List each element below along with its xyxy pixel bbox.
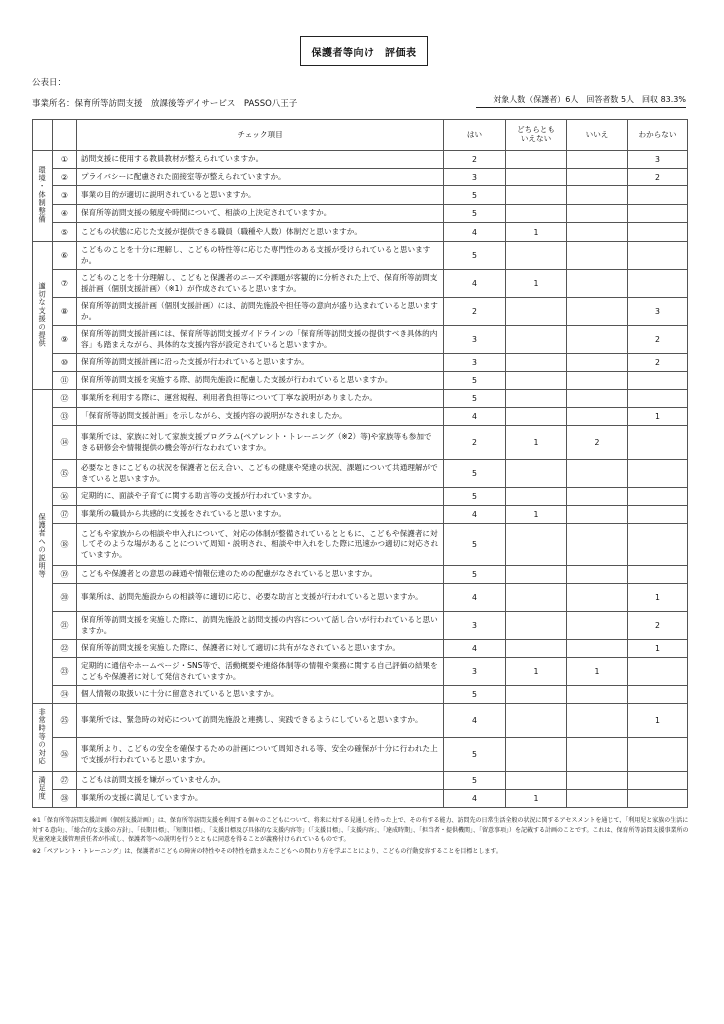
answer-no-count [567, 326, 628, 354]
answer-no-count [567, 772, 628, 790]
question-number: ③ [53, 186, 77, 205]
answer-unknown-count: 1 [628, 704, 688, 738]
table-row [33, 298, 688, 326]
header-check-item: チェック項目 [77, 120, 444, 151]
question-number: ⑭ [53, 426, 77, 460]
answer-unknown-count [628, 223, 688, 242]
answer-yes-count: 5 [444, 524, 506, 566]
answer-no-count [567, 270, 628, 298]
answer-no-count: 1 [567, 658, 628, 686]
answer-unknown-count [628, 686, 688, 704]
table-row [33, 612, 688, 640]
answer-neither-count [506, 772, 567, 790]
question-number: ㉒ [53, 640, 77, 658]
question-number: ⑦ [53, 270, 77, 298]
answer-yes-count: 5 [444, 186, 506, 205]
answer-no-count [567, 390, 628, 408]
table-row [33, 524, 688, 566]
header-category [33, 120, 53, 151]
question-text: 訪問支援に使用する教員教材が整えられていますか。 [77, 151, 444, 169]
category-label: 満足度 [38, 776, 48, 801]
table-row [33, 426, 688, 460]
table-row [33, 790, 688, 808]
question-number: ① [53, 151, 77, 169]
question-text: こどもや保護者との意思の疎通や情報伝達のための配慮がなされていると思いますか。 [77, 566, 444, 584]
answer-neither-count [506, 686, 567, 704]
answer-neither-count [506, 354, 567, 372]
question-number: ⑲ [53, 566, 77, 584]
question-text: 保育所等訪問支援計画には、保育所等訪問支援ガイドラインの「保育所等訪問支援の提供すべき具体的内容」も踏まえながら、具体的な支援内容が設定されていると思いますか。 [77, 326, 444, 354]
table-row [33, 169, 688, 186]
category-cell [33, 390, 53, 704]
answer-unknown-count [628, 772, 688, 790]
question-text: プライバシーに配慮された面接室等が整えられていますか。 [77, 169, 444, 186]
answer-unknown-count [628, 205, 688, 223]
table-row [33, 223, 688, 242]
question-text: 保育所等訪問支援計画に沿った支援が行われていると思いますか。 [77, 354, 444, 372]
answer-neither-count [506, 566, 567, 584]
question-number: ⑨ [53, 326, 77, 354]
answer-unknown-count: 3 [628, 298, 688, 326]
table-row [33, 354, 688, 372]
table-row [33, 408, 688, 426]
table-row [33, 186, 688, 205]
answer-neither-count: 1 [506, 270, 567, 298]
table-row [33, 738, 688, 772]
answer-no-count [567, 686, 628, 704]
answer-neither-count [506, 612, 567, 640]
question-text: 事業所の支援に満足していますか。 [77, 790, 444, 808]
answer-yes-count: 5 [444, 738, 506, 772]
answer-unknown-count: 1 [628, 640, 688, 658]
question-number: ⑪ [53, 372, 77, 390]
answer-neither-count [506, 169, 567, 186]
question-number: ⑳ [53, 584, 77, 612]
question-text: 事業所を利用する際に、運営規程、利用者負担等について丁寧な説明がありましたか。 [77, 390, 444, 408]
footnote-1: ※1「保育所等訪問支援計画（個別支援計画）」は、保育所等訪問支援を利用する個々のこどもについて、将来に対する見通しを持った上で、その有する能力、訪問先の日常生活全般の状況に関するアセスメントを通じて、「利用児と家族の生活に対する意向」、「総合的な支援の方針」、「長期目標」、「短期目標」、「支援目標及び具体的な支援内容等」（「支援目標」、「支援内容」、「達成時期」、「担当者・提供機関」、「留意事項」）を記載する計画のことです。これは、保育所等訪問支援事業所の児童発達支援管理責任者が作成し、保護者等への説明を行うとともに同意を得ることが義務付けられているものです。 [32, 817, 689, 844]
answer-unknown-count: 3 [628, 151, 688, 169]
answer-no-count [567, 506, 628, 524]
answer-unknown-count [628, 658, 688, 686]
category-cell [33, 704, 53, 772]
question-text: 保育所等訪問支援を実施した際に、保護者に対して適切に共有がなされていると思いますか。 [77, 640, 444, 658]
category-label: 非常時等の対応 [38, 707, 48, 766]
question-text: こどもや家族からの相談や申入れについて、対応の体制が整備されているとともに、こどもや保護者に対してそのような場があることについて周知・説明され、相談や申入れをした際に迅速かつ適切に対応されていますか。 [77, 524, 444, 566]
answer-yes-count: 5 [444, 242, 506, 270]
answer-no-count [567, 704, 628, 738]
question-text: 事業所より、こどもの安全を確保するための計画について周知される等、安全の確保が十分に行われた上で支援が行われていると思いますか。 [77, 738, 444, 772]
question-number: ㉖ [53, 738, 77, 772]
answer-yes-count: 4 [444, 584, 506, 612]
answer-no-count [567, 460, 628, 488]
answer-neither-count [506, 242, 567, 270]
answer-neither-count [506, 738, 567, 772]
question-text: 保育所等訪問支援計画（個別支援計画）には、訪問先施設や担任等の意向が盛り込まれていると思いますか。 [77, 298, 444, 326]
answer-no-count [567, 612, 628, 640]
question-number: ㉘ [53, 790, 77, 808]
header-no: いいえ [567, 120, 628, 151]
facility-name: 事業所名：保育所等訪問支援 放課後等デイサービス PASSO八王子 [32, 99, 298, 109]
header-number [53, 120, 77, 151]
question-text: 事業所では、家族に対して家族支援プログラム(ペアレント・トレーニング（※2）等)や家族等も参加できる研修会や情報提供の機会等が行なわれていますか。 [77, 426, 444, 460]
question-number: ㉔ [53, 686, 77, 704]
question-text: 「保育所等訪問支援計画」を示しながら、支援内容の説明がなされましたか。 [77, 408, 444, 426]
published-date-label: 公表日： [32, 78, 67, 88]
answer-unknown-count [628, 488, 688, 506]
answer-unknown-count: 2 [628, 612, 688, 640]
answer-yes-count: 5 [444, 566, 506, 584]
answer-unknown-count: 1 [628, 584, 688, 612]
answer-unknown-count [628, 242, 688, 270]
answer-unknown-count: 2 [628, 354, 688, 372]
question-text: 保育所等訪問支援の頻度や時間について、相談の上決定されていますか。 [77, 205, 444, 223]
question-number: ④ [53, 205, 77, 223]
answer-no-count [567, 408, 628, 426]
table-row [33, 772, 688, 790]
answer-no-count [567, 372, 628, 390]
answer-yes-count: 5 [444, 390, 506, 408]
table-row [33, 270, 688, 298]
question-text: 事業所は、訪問先施設からの相談等に適切に応じ、必要な助言と支援が行われていると思いますか。 [77, 584, 444, 612]
answer-neither-count: 1 [506, 223, 567, 242]
answer-yes-count: 5 [444, 460, 506, 488]
answer-unknown-count [628, 790, 688, 808]
answer-yes-count: 2 [444, 426, 506, 460]
header-unknown: わからない [628, 120, 688, 151]
answer-neither-count: 1 [506, 658, 567, 686]
answer-no-count [567, 738, 628, 772]
question-number: ㉗ [53, 772, 77, 790]
answer-no-count [567, 205, 628, 223]
answer-yes-count: 5 [444, 488, 506, 506]
answer-yes-count: 3 [444, 326, 506, 354]
question-number: ⑫ [53, 390, 77, 408]
question-number: ⑤ [53, 223, 77, 242]
table-row [33, 151, 688, 169]
table-row [33, 372, 688, 390]
answer-neither-count [506, 584, 567, 612]
category-label: 環境・体制整備 [38, 166, 48, 224]
question-number: ⑱ [53, 524, 77, 566]
answer-yes-count: 3 [444, 658, 506, 686]
answer-no-count [567, 186, 628, 205]
answer-no-count [567, 566, 628, 584]
answer-neither-count [506, 524, 567, 566]
question-text: 定期的に、面談や子育てに関する助言等の支援が行われていますか。 [77, 488, 444, 506]
question-number: ㉕ [53, 704, 77, 738]
answer-no-count [567, 242, 628, 270]
question-number: ⑥ [53, 242, 77, 270]
answer-unknown-count [628, 186, 688, 205]
answer-yes-count: 4 [444, 790, 506, 808]
answer-neither-count [506, 640, 567, 658]
question-text: こどもは訪問支援を嫌がっていませんか。 [77, 772, 444, 790]
answer-unknown-count: 1 [628, 408, 688, 426]
category-cell [33, 772, 53, 808]
question-text: 個人情報の取扱いに十分に留意されていると思いますか。 [77, 686, 444, 704]
answer-yes-count: 5 [444, 772, 506, 790]
question-text: 事業所の職員から共感的に支援をされていると思いますか。 [77, 506, 444, 524]
answer-unknown-count [628, 738, 688, 772]
answer-no-count [567, 790, 628, 808]
answer-neither-count [506, 704, 567, 738]
question-text: 保育所等訪問支援を実施する際、訪問先施設に配慮した支援が行われていると思いますか。 [77, 372, 444, 390]
answer-no-count [567, 223, 628, 242]
evaluation-table [32, 119, 688, 808]
table-row [33, 326, 688, 354]
table-row [33, 704, 688, 738]
question-text: こどものことを十分理解し、こどもと保護者のニーズや課題が客観的に分析された上で、保育所等訪問支援計画（個別支援計画）（※1）が作成されていると思いますか。 [77, 270, 444, 298]
answer-neither-count [506, 408, 567, 426]
answer-yes-count: 4 [444, 408, 506, 426]
answer-yes-count: 3 [444, 354, 506, 372]
answer-yes-count: 4 [444, 506, 506, 524]
table-row [33, 686, 688, 704]
answer-yes-count: 2 [444, 151, 506, 169]
answer-neither-count [506, 372, 567, 390]
answer-neither-count [506, 488, 567, 506]
table-row [33, 506, 688, 524]
answer-no-count [567, 354, 628, 372]
category-label: 保護者への説明等 [38, 512, 48, 579]
question-text: こどもの状態に応じた支援が提供できる職員（職種や人数）体制だと思いますか。 [77, 223, 444, 242]
answer-neither-count [506, 205, 567, 223]
answer-unknown-count [628, 390, 688, 408]
question-number: ⑰ [53, 506, 77, 524]
question-text: こどものことを十分に理解し、こどもの特性等に応じた専門性のある支援が受けられていると思いますか。 [77, 242, 444, 270]
answer-yes-count: 5 [444, 205, 506, 223]
question-number: ② [53, 169, 77, 186]
answer-no-count [567, 584, 628, 612]
page-title: 保護者等向け 評価表 [300, 36, 428, 66]
answer-yes-count: 2 [444, 298, 506, 326]
table-row [33, 566, 688, 584]
table-row [33, 460, 688, 488]
response-summary: 対象人数（保護者）6人 回答者数 5人 回収 83.3% [476, 94, 686, 108]
answer-unknown-count: 2 [628, 169, 688, 186]
question-text: 事業の目的が適切に説明されていると思いますか。 [77, 186, 444, 205]
answer-unknown-count [628, 524, 688, 566]
answer-yes-count: 4 [444, 640, 506, 658]
answer-neither-count: 1 [506, 790, 567, 808]
answer-unknown-count [628, 566, 688, 584]
answer-neither-count [506, 326, 567, 354]
answer-unknown-count [628, 460, 688, 488]
answer-no-count [567, 488, 628, 506]
answer-no-count [567, 298, 628, 326]
table-row [33, 640, 688, 658]
table-row [33, 205, 688, 223]
answer-yes-count: 5 [444, 372, 506, 390]
answer-yes-count: 3 [444, 612, 506, 640]
answer-unknown-count [628, 270, 688, 298]
header-neither: どちらとも いえない [506, 120, 567, 151]
answer-yes-count: 4 [444, 270, 506, 298]
answer-unknown-count: 2 [628, 326, 688, 354]
answer-unknown-count [628, 506, 688, 524]
answer-no-count: 2 [567, 426, 628, 460]
question-number: ㉓ [53, 658, 77, 686]
footnote-2: ※2「ペアレント・トレーニング」は、保護者がこどもの障害の特性やその特性を踏まえたこどもへの関わり方を学ぶことにより、こどもの行動変容することを目標とします。 [32, 848, 502, 855]
question-text: 定期的に通信やホームページ・SNS等で、活動概要や連絡体制等の情報や業務に関する自己評価の結果をこどもや保護者に対して発信されていますか。 [77, 658, 444, 686]
category-cell [33, 242, 53, 390]
answer-no-count [567, 524, 628, 566]
answer-yes-count: 4 [444, 704, 506, 738]
header-yes: はい [444, 120, 506, 151]
answer-no-count [567, 151, 628, 169]
table-row [33, 390, 688, 408]
answer-neither-count [506, 460, 567, 488]
question-number: ⑬ [53, 408, 77, 426]
answer-neither-count: 1 [506, 506, 567, 524]
answer-neither-count [506, 298, 567, 326]
table-row [33, 488, 688, 506]
table-row [33, 584, 688, 612]
answer-neither-count: 1 [506, 426, 567, 460]
table-header-row [33, 120, 688, 151]
question-number: ⑯ [53, 488, 77, 506]
answer-unknown-count [628, 426, 688, 460]
category-cell [33, 151, 53, 242]
answer-neither-count [506, 151, 567, 169]
question-text: 事業所では、緊急時の対応について訪問先施設と連携し、実践できるようにしていると思いますか。 [77, 704, 444, 738]
answer-unknown-count [628, 372, 688, 390]
table-row [33, 242, 688, 270]
answer-neither-count [506, 186, 567, 205]
answer-no-count [567, 169, 628, 186]
question-number: ⑧ [53, 298, 77, 326]
question-number: ⑩ [53, 354, 77, 372]
answer-yes-count: 3 [444, 169, 506, 186]
answer-yes-count: 5 [444, 686, 506, 704]
question-text: 保育所等訪問支援を実施した際に、訪問先施設と訪問支援の内容について話し合いが行われていると思いますか。 [77, 612, 444, 640]
answer-yes-count: 4 [444, 223, 506, 242]
table-row [33, 658, 688, 686]
answer-neither-count [506, 390, 567, 408]
question-text: 必要なときにこどもの状況を保護者と伝え合い、こどもの健康や発達の状況、課題について共通理解ができていると思いますか。 [77, 460, 444, 488]
category-label: 適切な支援の提供 [38, 281, 48, 348]
question-number: ㉑ [53, 612, 77, 640]
question-number: ⑮ [53, 460, 77, 488]
answer-no-count [567, 640, 628, 658]
